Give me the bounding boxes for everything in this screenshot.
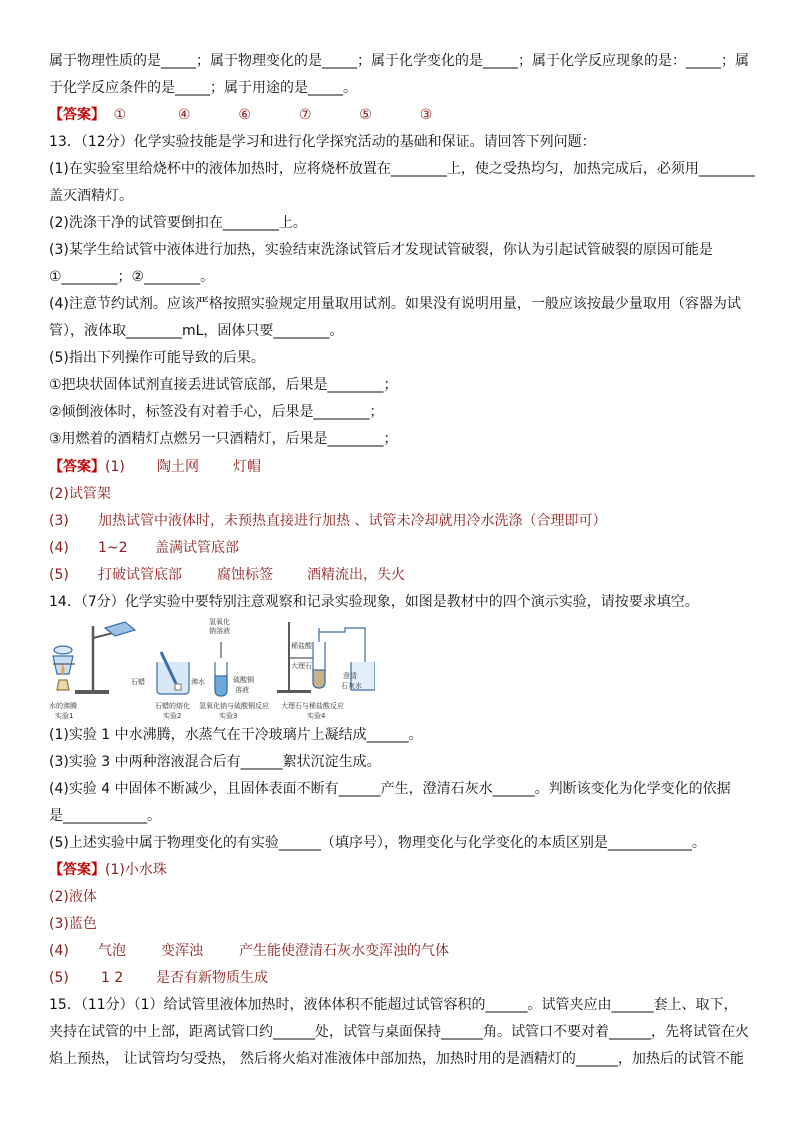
fig-label: 溶液	[235, 686, 249, 694]
answer-item: 灯帽	[233, 459, 261, 475]
answer-number: (5)	[49, 567, 69, 583]
answer-item: 是否有新物质生成	[156, 970, 268, 986]
q13-part1-b: 盖灭酒精灯。	[49, 188, 133, 204]
answer-item: 1~2	[98, 540, 128, 556]
q13-part5: (5)指出下列操作可能导致的后果。	[49, 350, 265, 366]
q13-part5-item-1: ①把块状固体试剂直接丢进试管底部，后果是________；	[49, 377, 398, 393]
fig-label: 石灰水	[341, 682, 362, 690]
answer-item: (1)小水珠	[105, 862, 167, 878]
answer-item: 1 2	[101, 970, 124, 986]
fig-caption: 水的沸腾	[49, 702, 77, 710]
fig-caption: 实验3	[219, 712, 238, 720]
answer-number: (1)	[105, 459, 125, 475]
q13-part4-b: 管），液体取________mL，固体只要________。	[49, 323, 344, 339]
fig-caption: 石蜡的熔化	[155, 702, 190, 710]
answer-item: 盖满试管底部	[155, 540, 239, 556]
prev-line-2: 于化学反应条件的是_____；属于用途的是_____。	[49, 80, 357, 96]
q14-answer-5	[49, 968, 268, 988]
q13-heading: 13．（12分）化学实验技能是学习和进行化学探究活动的基础和保证。请回答下列问题：	[49, 134, 596, 150]
q13-answer-2: (2)试管架	[49, 486, 111, 502]
answer-item: 酒精流出，失火	[307, 567, 405, 583]
experiment-4-diagram	[277, 622, 375, 720]
fig-label: 石蜡	[131, 678, 145, 686]
fig-label: 稀盐酸	[291, 642, 312, 650]
answer-item: 陶土网	[157, 459, 199, 475]
prev-line-1: 属于物理性质的是_____；属于物理变化的是_____；属于化学变化的是_____；属于化学反应现象的是：_____；属	[49, 53, 749, 69]
fig-caption: 氢氧化钠与硫酸铜反应	[199, 702, 269, 710]
answer-number: (4)	[49, 943, 69, 959]
answer-item: ③	[419, 107, 433, 123]
experiment-2-diagram	[131, 652, 205, 720]
fig-label: 氢氧化	[209, 618, 230, 626]
answer-label: 【答案】	[49, 459, 105, 475]
answer-number: (5)	[49, 970, 69, 986]
q15-line-2: 夹持在试管的中上部，距离试管口约______处，试管与桌面保持______角。试管口不要对着______，先将试管在火	[49, 1024, 749, 1040]
answer-label: 【答案】	[49, 862, 105, 878]
fig-caption: 实验2	[163, 712, 182, 720]
q14-answer-1	[49, 860, 167, 880]
q15-line-3: 焰上预热， 让试管均匀受热， 然后将火焰对准液体中部加热，加热时用的是酒精灯的______，加热后的试管不能	[49, 1051, 744, 1067]
answer-label: 【答案】	[49, 107, 105, 123]
answer-item: ①	[113, 107, 127, 123]
fig-label: 钠溶液	[209, 627, 230, 635]
answer-item: 气泡	[98, 943, 126, 959]
q14-answer-3: (3)蓝色	[49, 916, 97, 932]
fig-label: 澄清	[343, 672, 357, 680]
experiment-3-diagram	[199, 618, 269, 720]
q13-answer-4	[49, 538, 239, 558]
answer-item: ⑤	[359, 107, 372, 123]
q13-part4-a: (4)注意节约试剂。应该严格按照实验规定用量取用试剂。如果没有说明用量，一般应该按最少量取用（容器为试	[49, 296, 741, 312]
q13-part2: (2)洗涤干净的试管要倒扣在________上。	[49, 215, 307, 231]
fig-caption: 实验4	[307, 712, 326, 720]
q14-part5: (5)上述实验中属于物理变化的有实验______（填序号），物理变化与化学变化的本质区别是____________。	[49, 835, 706, 851]
q13-part5-item-3: ③用燃着的酒精灯点燃另一只酒精灯，后果是________；	[49, 431, 398, 447]
q14-answer-2: (2)液体	[49, 889, 97, 905]
experiment-1-diagram	[49, 622, 135, 720]
q13-answer-5	[49, 565, 405, 585]
q15-line-1: 15．（11分）（1）给试管里液体加热时，液体体积不能超过试管容积的______。试管夹应由______套上、取下，	[49, 997, 738, 1013]
q13-part5-item-2: ②倾倒液体时，标签没有对着手心，后果是________；	[49, 404, 384, 420]
fig-label: 硫酸铜	[233, 676, 254, 684]
q13-part3-b: ①________；②________。	[49, 269, 215, 285]
answer-item: ⑦	[298, 107, 312, 123]
fig-caption: 实验1	[55, 712, 74, 720]
experiment-figure	[45, 618, 375, 726]
answer-item: ⑥	[238, 107, 251, 123]
q13-part1-a: (1)在实验室里给烧杯中的液体加热时，应将烧杯放置在________上，使之受热均匀，加热完成后，必须用________	[49, 161, 755, 177]
q14-part1: (1)实验 1 中水沸腾，水蒸气在干冷玻璃片上凝结成______。	[49, 727, 423, 743]
q13-part3-a: (3)某学生给试管中液体进行加热，实验结束洗涤试管后才发现试管破裂，你认为引起试管破裂的原因可能是	[49, 242, 713, 258]
q14-heading: 14．（7分）化学实验中要特别注意观察和记录实验现象，如图是教材中的四个演示实验，请按要求填空。	[49, 594, 699, 610]
answer-number: (4)	[49, 540, 69, 556]
answer-item: 变浑浊	[161, 943, 203, 959]
q13-answer-3	[49, 511, 606, 531]
answer-number: (3)	[49, 513, 69, 529]
fig-label: 大理石	[291, 662, 312, 670]
answer-item: 打破试管底部	[98, 567, 182, 583]
answer-item: ④	[177, 107, 191, 123]
q14-part3: (3)实验 3 中两种溶液混合后有______絮状沉淀生成。	[49, 754, 381, 770]
fig-label: 沸水	[191, 678, 205, 686]
q14-part4-a: (4)实验 4 中固体不断减少，且固体表面不断有______产生，澄清石灰水______。判断该变化为化学变化的依据	[49, 781, 731, 797]
fig-caption: 大理石与稀盐酸反应	[281, 702, 344, 710]
q14-answer-4	[49, 941, 449, 961]
q14-part4-b: 是____________。	[49, 808, 161, 824]
prev-answer-row	[49, 105, 432, 125]
q13-answer-1	[49, 457, 261, 477]
answer-item: 产生能使澄清石灰水变浑浊的气体	[239, 943, 449, 959]
answer-item: 加热试管中液体时，未预热直接进行加热 、试管未冷却就用冷水洗涤（合理即可）	[98, 513, 607, 529]
answer-item: 腐蚀标签	[217, 567, 273, 583]
